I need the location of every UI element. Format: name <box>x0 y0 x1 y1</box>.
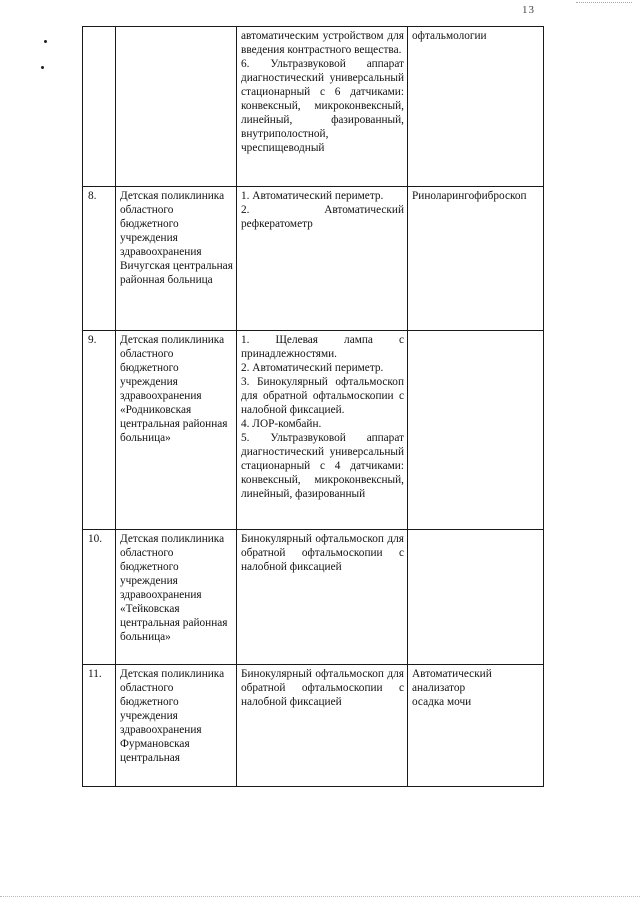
extra-cell <box>408 665 544 787</box>
row-number: 8. <box>83 187 116 331</box>
equipment-line: автоматическим устройством для введения контрастного вещества. <box>241 30 404 56</box>
equipment-cell <box>237 187 408 331</box>
institution-cell <box>116 665 237 787</box>
equipment-cell <box>237 27 408 187</box>
row-number: 11. <box>83 665 116 787</box>
scan-dot <box>44 40 47 43</box>
extra-line: Автоматический анализатор <box>412 668 492 694</box>
row-number <box>83 27 116 187</box>
scan-artifact <box>0 896 640 903</box>
scan-artifact <box>576 2 632 9</box>
equipment-line: 6. Ультразвуковой аппарат диагностический универсальный стационарный с 6 датчиками: конвексный, микроконвексный, линейный, фазированный, внутриполостной, чреспищеводный <box>241 58 404 154</box>
equipment-line: 4. ЛОР-комбайн. <box>241 418 322 430</box>
equipment-line: 1. Щелевая лампа с принадлежностями. <box>241 334 404 360</box>
extra-cell <box>408 187 544 331</box>
extra-cell <box>408 331 544 530</box>
institution-cell <box>116 331 237 530</box>
equipment-line: 5. Ультразвуковой аппарат диагностический универсальный стационарный с 4 датчиками: конвексный, микроконвексный, линейный, фазированный <box>241 432 404 500</box>
extra-line: офтальмологии <box>412 30 487 42</box>
equipment-cell <box>237 331 408 530</box>
page-number: 13 <box>522 4 535 16</box>
institution-name: Детская поликлиника областного бюджетного учреждения здравоохранения Вичугская центральная районная больница <box>120 190 233 286</box>
equipment-line: Бинокулярный офтальмоскоп для обратной офтальмоскопии с налобной фиксацией <box>241 533 404 573</box>
institution-cell <box>116 187 237 331</box>
extra-line: осадка мочи <box>412 696 472 708</box>
table-row <box>83 27 544 187</box>
institution-name: Детская поликлиника областного бюджетного учреждения здравоохранения «Родниковская центральная районная больница» <box>120 334 228 444</box>
institution-name: Детская поликлиника областного бюджетного учреждения здравоохранения Фурмановская центральная <box>120 668 225 764</box>
equipment-line: 1. Автоматический периметр. <box>241 190 384 202</box>
table-row <box>83 665 544 787</box>
institution-cell <box>116 530 237 665</box>
table-row <box>83 530 544 665</box>
equipment-line: 2. Автоматический периметр. <box>241 362 384 374</box>
extra-cell <box>408 27 544 187</box>
equipment-line: Бинокулярный офтальмоскоп для обратной офтальмоскопии с налобной фиксацией <box>241 668 404 708</box>
extra-line: Риноларингофиброскоп <box>412 190 527 202</box>
table-row <box>83 331 544 530</box>
equipment-cell <box>237 665 408 787</box>
extra-cell <box>408 530 544 665</box>
institution-cell <box>116 27 237 187</box>
institution-name: Детская поликлиника областного бюджетного учреждения здравоохранения «Тейковская центральная районная больница» <box>120 533 228 643</box>
table-body <box>83 27 544 787</box>
row-number: 9. <box>83 331 116 530</box>
equipment-cell <box>237 530 408 665</box>
equipment-line: 3. Бинокулярный офтальмоскоп для обратной офтальмоскопии с налобной фиксацией. <box>241 376 404 416</box>
row-number: 10. <box>83 530 116 665</box>
equipment-table <box>82 26 544 787</box>
equipment-line: 2. Автоматический рефкератометр <box>241 204 404 230</box>
table-row <box>83 187 544 331</box>
scan-dot <box>41 66 44 69</box>
